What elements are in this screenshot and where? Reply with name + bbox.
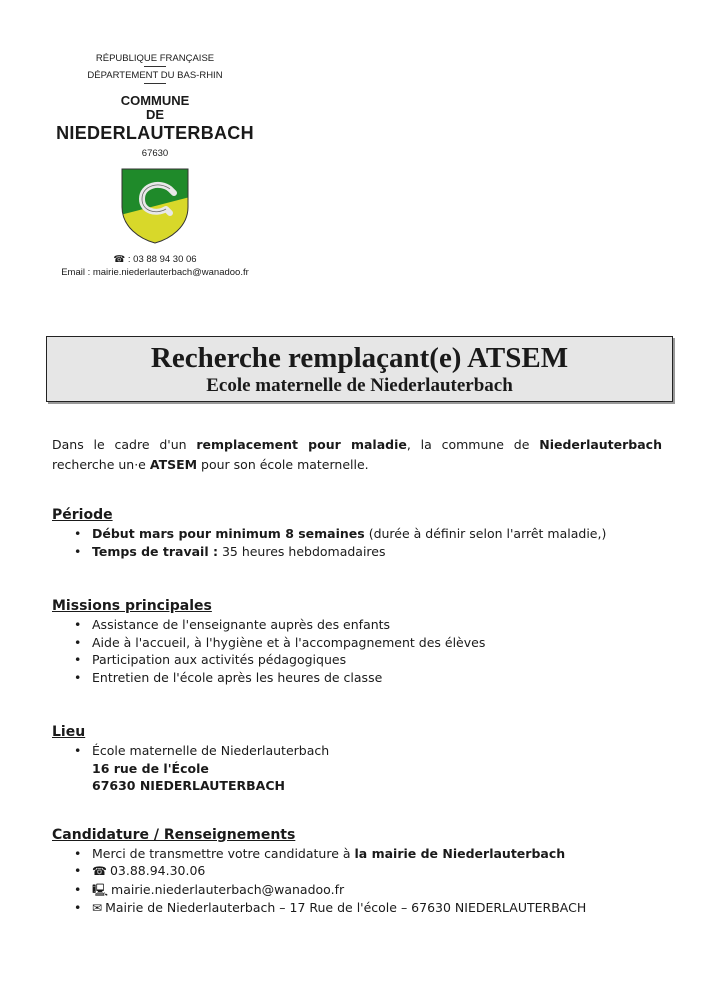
address-street: 16 rue de l'École xyxy=(92,760,209,776)
item-emphasis: Temps de travail : xyxy=(92,543,218,559)
list-item: • Participation aux activités pédagogiques xyxy=(92,651,662,669)
list-item xyxy=(92,899,662,918)
intro-text: Dans le cadre d'un xyxy=(52,437,197,452)
page-title: Recherche remplaçant(e) ATSEM xyxy=(150,342,569,374)
section-title-candidature: Candidature / Renseignements xyxy=(52,826,296,843)
periode-list xyxy=(52,525,662,560)
phone-line: ☎ : 03 88 94 30 06 xyxy=(113,254,197,265)
list-item xyxy=(92,777,662,795)
mail-icon: ✉ xyxy=(92,901,103,915)
list-item xyxy=(92,760,662,778)
item-text: Merci de transmettre votre candidature à xyxy=(92,845,355,861)
divider xyxy=(144,83,166,84)
divider xyxy=(144,66,166,67)
intro-emphasis: remplacement pour maladie xyxy=(196,437,407,452)
contact-email: mairie.niederlauterbach@wanadoo.fr xyxy=(111,881,345,897)
intro-text: recherche un·e xyxy=(52,457,150,472)
list-item xyxy=(92,525,662,543)
section-title-periode: Période xyxy=(52,507,113,523)
computer-icon: 🖳 xyxy=(92,882,109,897)
page-subtitle: Ecole maternelle de Niederlauterbach xyxy=(206,375,513,396)
intro-emphasis: Niederlauterbach xyxy=(539,437,662,452)
de-label: DE xyxy=(145,107,165,122)
item-text: (durée à définir selon l'arrêt maladie,) xyxy=(364,526,607,541)
letterhead xyxy=(40,52,270,279)
phone-icon: ☎ xyxy=(92,864,107,878)
republic-label: RÉPUBLIQUE FRANÇAISE xyxy=(95,53,215,64)
intro-paragraph xyxy=(52,435,662,475)
contact-address: Mairie de Niederlauterbach – 17 Rue de l'école – 67630 NIEDERLAUTERBACH xyxy=(105,900,587,915)
intro-emphasis: ATSEM xyxy=(149,457,198,472)
list-item xyxy=(92,862,662,881)
item-emphasis: la mairie de Niederlauterbach xyxy=(354,845,566,861)
lieu-list xyxy=(52,742,662,795)
list-item: • Aide à l'accueil, à l'hygiène et à l'accompagnement des élèves xyxy=(92,634,662,652)
list-item: • Entretien de l'école après les heures de classe xyxy=(92,669,662,687)
intro-text: pour son école maternelle. xyxy=(197,457,369,472)
commune-label: COMMUNE xyxy=(120,93,190,108)
item-emphasis: Début mars pour minimum 8 semaines xyxy=(92,526,365,541)
list-item: • École maternelle de Niederlauterbach xyxy=(92,742,662,760)
address-city: 67630 NIEDERLAUTERBACH xyxy=(92,778,285,793)
title-box xyxy=(46,336,673,402)
intro-text: , la commune de xyxy=(406,437,540,452)
list-item: • Assistance de l'enseignante auprès des enfants xyxy=(92,616,662,634)
department-label: DÉPARTEMENT DU BAS-RHIN xyxy=(87,70,223,81)
list-item xyxy=(92,845,662,863)
email-line: Email : mairie.niederlauterbach@wanadoo.fr xyxy=(61,267,249,278)
section-title-missions: Missions principales xyxy=(52,598,212,614)
list-item xyxy=(92,543,662,561)
list-item xyxy=(92,881,662,900)
postal-code: 67630 xyxy=(141,148,169,159)
town-name: NIEDERLAUTERBACH xyxy=(56,123,254,143)
missions-list xyxy=(52,616,662,686)
section-title-lieu: Lieu xyxy=(52,724,86,740)
item-text: 35 heures hebdomadaires xyxy=(217,543,386,559)
candidature-list xyxy=(52,845,662,918)
document-body xyxy=(52,435,662,918)
coat-of-arms-icon xyxy=(120,167,190,245)
contact-phone: 03.88.94.30.06 xyxy=(109,863,206,878)
